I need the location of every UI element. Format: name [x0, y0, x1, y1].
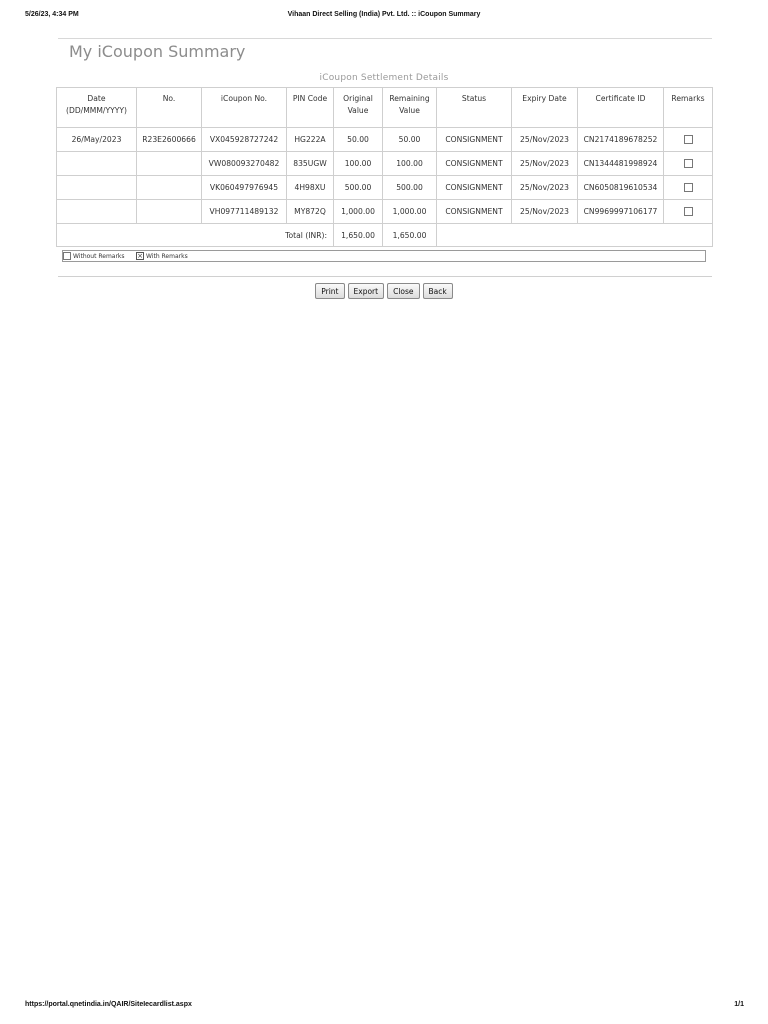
without-remarks-label: Without Remarks [73, 252, 125, 260]
cell-icoupon-no: VK060497976945 [202, 176, 287, 200]
cell-certificate-id: CN2174189678252 [578, 128, 664, 152]
action-buttons [0, 283, 768, 299]
col-header-remaining-value: Remaining Value [383, 88, 437, 128]
settlement-table [56, 87, 713, 247]
section-title: iCoupon Settlement Details [319, 73, 449, 83]
cell-status: CONSIGNMENT [437, 128, 512, 152]
cell-original-value: 50.00 [334, 128, 383, 152]
col-header-date: Date (DD/MMM/YYYY) [57, 88, 137, 128]
cell-date [57, 176, 137, 200]
col-header-expiry-date: Expiry Date [512, 88, 578, 128]
with-remarks-label: With Remarks [146, 252, 188, 260]
print-button[interactable]: Print [315, 283, 344, 299]
cell-no [137, 176, 202, 200]
print-url: https://portal.qnetindia.in/QAIR/SiteIecardlist.aspx [25, 1001, 192, 1008]
with-remarks-option[interactable] [136, 252, 188, 260]
remarks-option-bar [62, 250, 706, 262]
col-header-icoupon-no: iCoupon No. [202, 88, 287, 128]
cell-pin-code: 4H98XU [287, 176, 334, 200]
total-blank [437, 224, 713, 247]
cell-remaining-value: 50.00 [383, 128, 437, 152]
cell-remarks [664, 200, 713, 224]
cell-remarks [664, 128, 713, 152]
cell-certificate-id: CN1344481998924 [578, 152, 664, 176]
cell-status: CONSIGNMENT [437, 200, 512, 224]
cell-remaining-value: 500.00 [383, 176, 437, 200]
cell-icoupon-no: VX045928727242 [202, 128, 287, 152]
cell-expiry-date: 25/Nov/2023 [512, 128, 578, 152]
cell-no: R23E2600666 [137, 128, 202, 152]
col-header-status: Status [437, 88, 512, 128]
cell-no [137, 152, 202, 176]
col-header-remarks: Remarks [664, 88, 713, 128]
col-header-certificate-id: Certificate ID [578, 88, 664, 128]
total-remaining-value: 1,650.00 [383, 224, 437, 247]
table-row [57, 200, 713, 224]
export-button[interactable]: Export [348, 283, 385, 299]
table-row [57, 176, 713, 200]
cell-pin-code: MY872Q [287, 200, 334, 224]
cell-pin-code: HG222A [287, 128, 334, 152]
cell-status: CONSIGNMENT [437, 152, 512, 176]
cell-no [137, 200, 202, 224]
table-row [57, 128, 713, 152]
with-remarks-checkbox[interactable]: × [137, 251, 143, 260]
remarks-checkbox[interactable] [684, 207, 693, 216]
back-button[interactable]: Back [423, 283, 453, 299]
page-title: My iCoupon Summary [69, 42, 246, 61]
close-button[interactable]: Close [387, 283, 419, 299]
cell-remarks [664, 176, 713, 200]
cell-remarks [664, 152, 713, 176]
total-row [57, 224, 713, 247]
cell-original-value: 1,000.00 [334, 200, 383, 224]
cell-date [57, 200, 137, 224]
cell-remaining-value: 1,000.00 [383, 200, 437, 224]
col-header-pin-code: PIN Code [287, 88, 334, 128]
remarks-checkbox[interactable] [684, 159, 693, 168]
total-original-value: 1,650.00 [334, 224, 383, 247]
bottom-divider [58, 276, 712, 277]
cell-status: CONSIGNMENT [437, 176, 512, 200]
cell-expiry-date: 25/Nov/2023 [512, 200, 578, 224]
table-row [57, 152, 713, 176]
cell-date [57, 152, 137, 176]
print-datetime: 5/26/23, 4:34 PM [25, 11, 79, 18]
cell-expiry-date: 25/Nov/2023 [512, 152, 578, 176]
cell-pin-code: 835UGW [287, 152, 334, 176]
print-doc-title: Vihaan Direct Selling (India) Pvt. Ltd. :: iCoupon Summary [287, 11, 481, 18]
table-header-row [57, 88, 713, 128]
cell-date: 26/May/2023 [57, 128, 137, 152]
cell-original-value: 500.00 [334, 176, 383, 200]
col-header-original-value: Original Value [334, 88, 383, 128]
cell-certificate-id: CN6050819610534 [578, 176, 664, 200]
without-remarks-option[interactable] [63, 252, 125, 260]
total-label: Total (INR): [57, 224, 334, 247]
remarks-checkbox[interactable] [684, 135, 693, 144]
col-header-no: No. [137, 88, 202, 128]
cell-icoupon-no: VW080093270482 [202, 152, 287, 176]
without-remarks-checkbox[interactable] [63, 252, 71, 260]
top-divider [58, 38, 712, 39]
cell-expiry-date: 25/Nov/2023 [512, 176, 578, 200]
cell-remaining-value: 100.00 [383, 152, 437, 176]
remarks-checkbox[interactable] [684, 183, 693, 192]
cell-certificate-id: CN9969997106177 [578, 200, 664, 224]
cell-original-value: 100.00 [334, 152, 383, 176]
print-page-number: 1/1 [734, 1001, 744, 1008]
cell-icoupon-no: VH097711489132 [202, 200, 287, 224]
